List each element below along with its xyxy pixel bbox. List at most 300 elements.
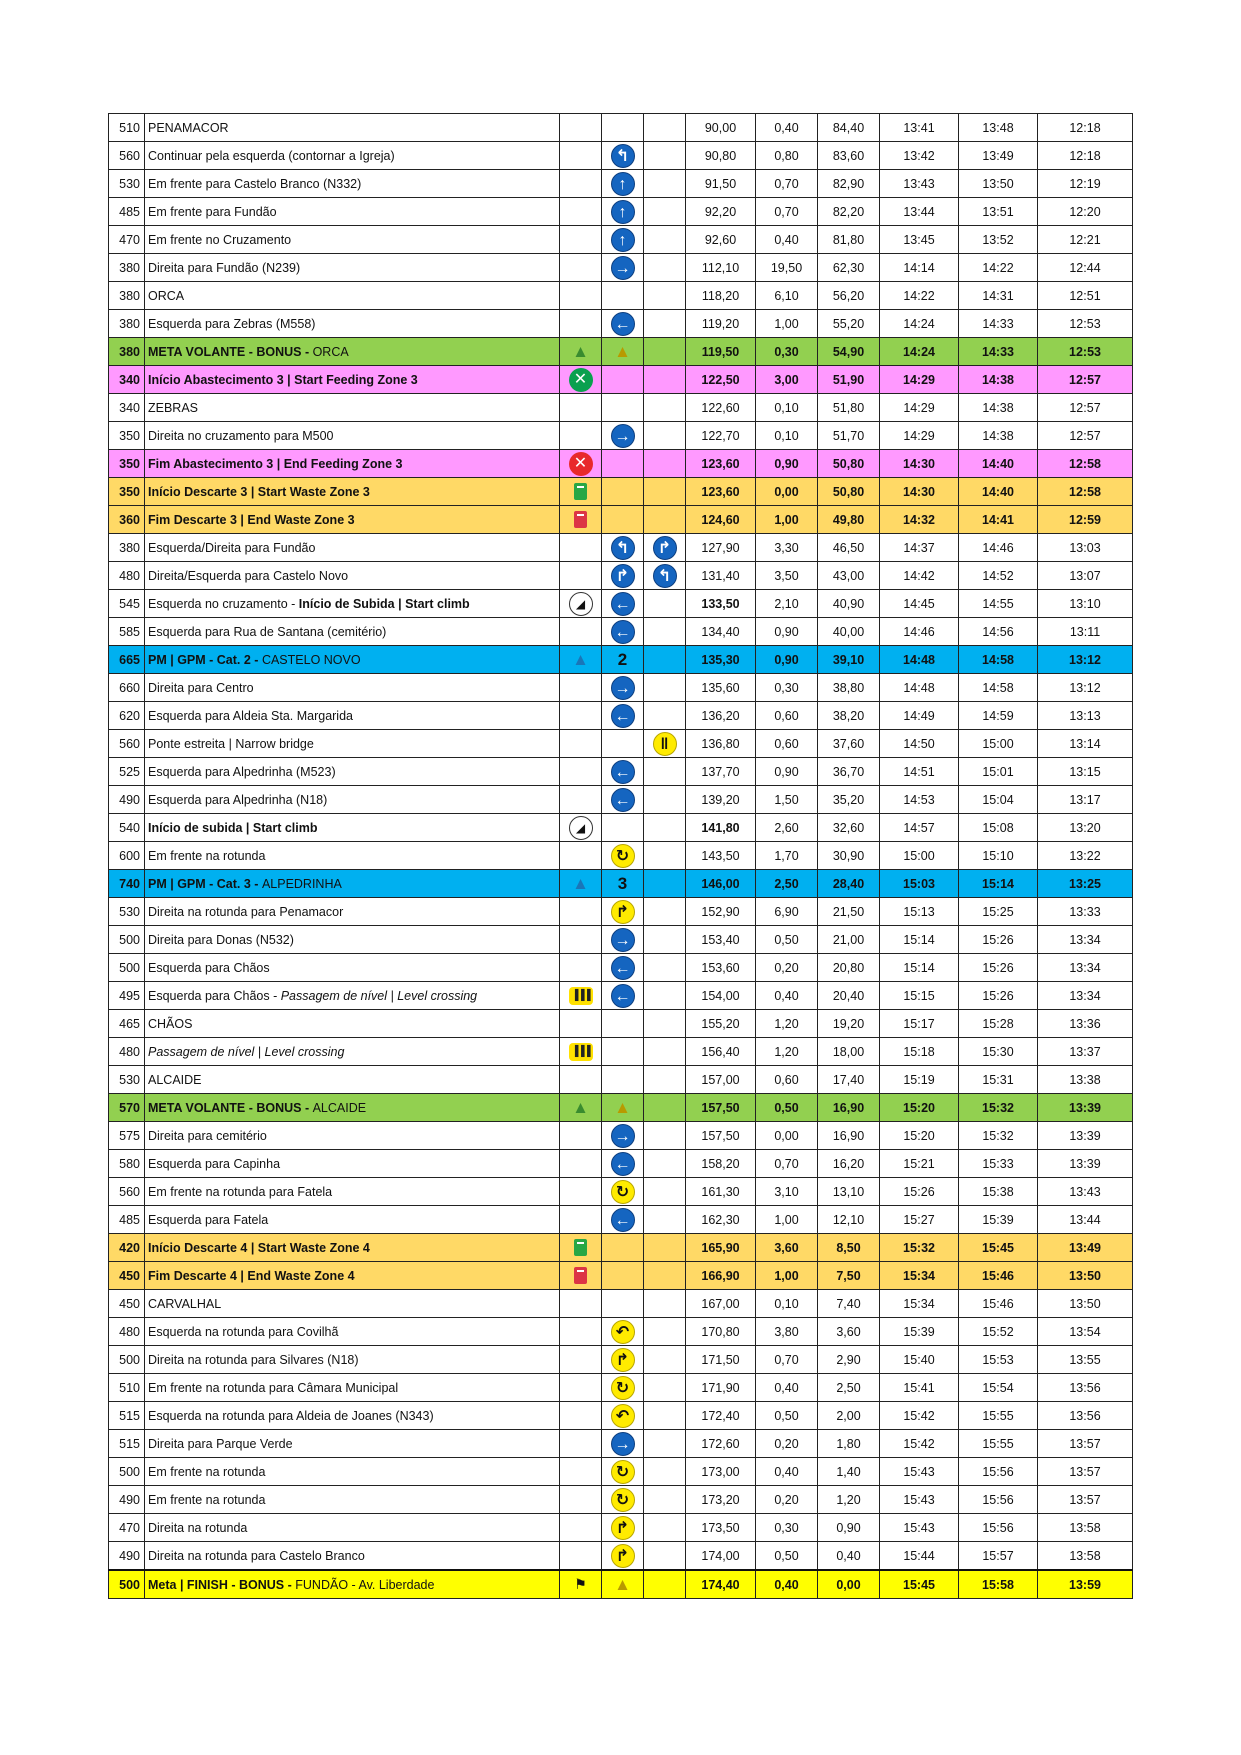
time-3-cell: 12:20 (1038, 198, 1133, 226)
table-row (109, 422, 1133, 450)
km-cell: 136,80 (686, 730, 756, 758)
altitude-cell: 490 (109, 786, 145, 814)
remaining-km-cell: 17,40 (818, 1066, 880, 1094)
icon-cell (560, 1066, 602, 1094)
description-cell (145, 562, 560, 590)
time-3-cell: 13:49 (1038, 1234, 1133, 1262)
partial-km-cell: 0,00 (756, 478, 818, 506)
time-2-cell: 14:33 (959, 310, 1038, 338)
icon-cell (602, 1094, 644, 1122)
time-2-cell: 14:58 (959, 674, 1038, 702)
waste-start-icon (574, 483, 587, 500)
icon-cell (644, 450, 686, 478)
km-cell: 161,30 (686, 1178, 756, 1206)
altitude-cell: 510 (109, 1374, 145, 1402)
icon-cell (560, 618, 602, 646)
time-1-cell: 15:43 (880, 1458, 959, 1486)
time-1-cell: 14:45 (880, 590, 959, 618)
icon-cell (560, 310, 602, 338)
time-2-cell: 14:46 (959, 534, 1038, 562)
time-2-cell: 15:46 (959, 1262, 1038, 1290)
partial-km-cell: 0,30 (756, 338, 818, 366)
altitude-cell: 740 (109, 870, 145, 898)
description-cell (145, 338, 560, 366)
time-1-cell: 13:42 (880, 142, 959, 170)
description-cell (145, 618, 560, 646)
description-text: Direita para Parque Verde (148, 1436, 293, 1451)
arrow-up-icon: ↑ (611, 228, 635, 252)
altitude-cell: 485 (109, 1206, 145, 1234)
mountain-jersey-icon: ▲ (572, 873, 589, 893)
description-cell (145, 1010, 560, 1038)
time-1-cell: 13:43 (880, 170, 959, 198)
altitude-cell: 500 (109, 926, 145, 954)
remaining-km-cell: 51,70 (818, 422, 880, 450)
time-2-cell: 14:38 (959, 422, 1038, 450)
partial-km-cell: 2,10 (756, 590, 818, 618)
remaining-km-cell: 35,20 (818, 786, 880, 814)
description-text: Fim Descarte 4 | End Waste Zone 4 (148, 1268, 355, 1283)
icon-cell (644, 114, 686, 142)
partial-km-cell: 1,50 (756, 786, 818, 814)
description-text: META VOLANTE - BONUS - (148, 1100, 313, 1115)
arrow-right-icon: → (611, 928, 635, 952)
time-3-cell: 12:19 (1038, 170, 1133, 198)
time-2-cell: 15:53 (959, 1346, 1038, 1374)
remaining-km-cell: 50,80 (818, 450, 880, 478)
arrow-right-icon: → (611, 676, 635, 700)
altitude-cell: 450 (109, 1290, 145, 1318)
altitude-cell: 530 (109, 898, 145, 926)
arrow-right-icon: → (611, 424, 635, 448)
description-cell (145, 898, 560, 926)
remaining-km-cell: 30,90 (818, 842, 880, 870)
altitude-cell: 545 (109, 590, 145, 618)
icon-cell (560, 1150, 602, 1178)
green-jersey-icon: ▲ (572, 1097, 589, 1117)
time-2-cell: 13:52 (959, 226, 1038, 254)
time-1-cell: 14:24 (880, 310, 959, 338)
altitude-cell: 500 (109, 1570, 145, 1599)
icon-cell (644, 1374, 686, 1402)
time-2-cell: 13:51 (959, 198, 1038, 226)
icon-cell (644, 842, 686, 870)
table-row (109, 226, 1133, 254)
altitude-cell: 585 (109, 618, 145, 646)
remaining-km-cell: 20,80 (818, 954, 880, 982)
icon-cell (644, 562, 686, 590)
arrow-right-icon: → (611, 1124, 635, 1148)
table-row (109, 282, 1133, 310)
remaining-km-cell: 51,80 (818, 394, 880, 422)
partial-km-cell: 0,40 (756, 1458, 818, 1486)
time-3-cell: 13:55 (1038, 1346, 1133, 1374)
time-3-cell: 13:44 (1038, 1206, 1133, 1234)
altitude-cell: 470 (109, 1514, 145, 1542)
km-cell: 112,10 (686, 254, 756, 282)
description-cell (145, 1458, 560, 1486)
remaining-km-cell: 81,80 (818, 226, 880, 254)
icon-cell (560, 1346, 602, 1374)
turn-right-icon: ↱ (611, 564, 635, 588)
icon-cell (560, 366, 602, 394)
remaining-km-cell: 1,20 (818, 1486, 880, 1514)
icon-cell (644, 366, 686, 394)
partial-km-cell: 0,50 (756, 926, 818, 954)
description-cell (145, 646, 560, 674)
table-row (109, 1038, 1133, 1066)
icon-cell (602, 1234, 644, 1262)
table-row (109, 842, 1133, 870)
time-3-cell: 12:53 (1038, 310, 1133, 338)
time-2-cell: 15:55 (959, 1402, 1038, 1430)
description-cell (145, 842, 560, 870)
altitude-cell: 525 (109, 758, 145, 786)
altitude-cell: 340 (109, 366, 145, 394)
time-2-cell: 15:54 (959, 1374, 1038, 1402)
icon-cell (644, 226, 686, 254)
time-1-cell: 15:32 (880, 1234, 959, 1262)
km-cell: 157,00 (686, 1066, 756, 1094)
icon-cell (644, 1402, 686, 1430)
km-cell: 171,50 (686, 1346, 756, 1374)
description-text: Em frente para Castelo Branco (N332) (148, 176, 362, 191)
time-3-cell: 12:58 (1038, 478, 1133, 506)
icon-cell (560, 1290, 602, 1318)
time-3-cell: 13:58 (1038, 1514, 1133, 1542)
icon-cell (560, 394, 602, 422)
icon-cell (560, 842, 602, 870)
icon-cell (602, 1066, 644, 1094)
time-3-cell: 12:18 (1038, 114, 1133, 142)
description-text: Esquerda para Aldeia Sta. Margarida (148, 708, 353, 723)
icon-cell (560, 562, 602, 590)
time-1-cell: 15:42 (880, 1430, 959, 1458)
partial-km-cell: 3,00 (756, 366, 818, 394)
description-text: Esquerda para Capinha (148, 1156, 281, 1171)
table-row (109, 1150, 1133, 1178)
time-3-cell: 13:03 (1038, 534, 1133, 562)
partial-km-cell: 0,40 (756, 1570, 818, 1599)
remaining-km-cell: 16,90 (818, 1094, 880, 1122)
time-1-cell: 15:20 (880, 1122, 959, 1150)
mountain-jersey-icon: ▲ (572, 649, 589, 669)
icon-cell (602, 1374, 644, 1402)
table-row (109, 814, 1133, 842)
time-3-cell: 12:51 (1038, 282, 1133, 310)
icon-cell (560, 926, 602, 954)
arrow-left-icon: ← (611, 760, 635, 784)
km-cell: 137,70 (686, 758, 756, 786)
altitude-cell: 465 (109, 1010, 145, 1038)
icon-cell (644, 1206, 686, 1234)
km-cell: 92,20 (686, 198, 756, 226)
remaining-km-cell: 37,60 (818, 730, 880, 758)
km-cell: 131,40 (686, 562, 756, 590)
icon-cell (560, 1206, 602, 1234)
arrow-left-icon: ← (611, 984, 635, 1008)
remaining-km-cell: 1,80 (818, 1430, 880, 1458)
time-1-cell: 13:44 (880, 198, 959, 226)
description-text: Início Descarte 3 | Start Waste Zone 3 (148, 484, 370, 499)
icon-cell (560, 142, 602, 170)
km-cell: 90,80 (686, 142, 756, 170)
arrow-left-icon: ← (611, 956, 635, 980)
time-1-cell: 14:30 (880, 450, 959, 478)
description-text: Direita na rotunda para Penamacor (148, 904, 344, 919)
description-text: Em frente na rotunda (148, 848, 266, 863)
altitude-cell: 480 (109, 562, 145, 590)
time-1-cell: 15:20 (880, 1094, 959, 1122)
time-3-cell: 13:25 (1038, 870, 1133, 898)
altitude-cell: 350 (109, 450, 145, 478)
icon-cell (644, 1542, 686, 1571)
table-row (109, 1262, 1133, 1290)
partial-km-cell: 0,30 (756, 1514, 818, 1542)
roadbook-sheet (108, 113, 1132, 1599)
remaining-km-cell: 83,60 (818, 142, 880, 170)
description-text: Esquerda para Zebras (M558) (148, 316, 316, 331)
km-cell: 135,60 (686, 674, 756, 702)
time-3-cell: 13:34 (1038, 954, 1133, 982)
description-cell (145, 142, 560, 170)
time-2-cell: 15:30 (959, 1038, 1038, 1066)
icon-cell (644, 730, 686, 758)
km-cell: 174,00 (686, 1542, 756, 1571)
description-text: Início de Subida | Start climb (298, 596, 470, 611)
description-cell (145, 1430, 560, 1458)
partial-km-cell: 0,70 (756, 198, 818, 226)
time-1-cell: 14:24 (880, 338, 959, 366)
partial-km-cell: 0,60 (756, 702, 818, 730)
icon-cell (644, 926, 686, 954)
altitude-cell: 560 (109, 1178, 145, 1206)
icon-cell (560, 1122, 602, 1150)
roundabout-right-icon: ↱ (611, 1516, 635, 1540)
time-2-cell: 14:56 (959, 618, 1038, 646)
icon-cell (602, 786, 644, 814)
description-cell (145, 534, 560, 562)
time-1-cell: 14:14 (880, 254, 959, 282)
description-cell (145, 114, 560, 142)
description-cell (145, 226, 560, 254)
time-3-cell: 13:17 (1038, 786, 1133, 814)
km-cell: 119,50 (686, 338, 756, 366)
km-cell: 123,60 (686, 478, 756, 506)
turn-left-icon: ↰ (611, 536, 635, 560)
time-1-cell: 15:13 (880, 898, 959, 926)
time-3-cell: 13:39 (1038, 1150, 1133, 1178)
icon-cell (602, 674, 644, 702)
time-1-cell: 15:34 (880, 1262, 959, 1290)
time-2-cell: 15:01 (959, 758, 1038, 786)
altitude-cell: 515 (109, 1402, 145, 1430)
time-1-cell: 14:48 (880, 674, 959, 702)
time-1-cell: 14:42 (880, 562, 959, 590)
remaining-km-cell: 82,90 (818, 170, 880, 198)
time-3-cell: 12:18 (1038, 142, 1133, 170)
time-2-cell: 15:26 (959, 982, 1038, 1010)
climb-category: 2 (617, 649, 628, 669)
table-row (109, 702, 1133, 730)
km-cell: 171,90 (686, 1374, 756, 1402)
description-cell (145, 478, 560, 506)
roundabout-straight-icon: ↻ (611, 1180, 635, 1204)
table-row (109, 142, 1133, 170)
description-cell (145, 506, 560, 534)
remaining-km-cell: 28,40 (818, 870, 880, 898)
remaining-km-cell: 38,20 (818, 702, 880, 730)
table-row (109, 1486, 1133, 1514)
altitude-cell: 660 (109, 674, 145, 702)
roundabout-left-icon: ↶ (611, 1320, 635, 1344)
time-3-cell: 13:34 (1038, 982, 1133, 1010)
km-cell: 157,50 (686, 1122, 756, 1150)
table-row (109, 1374, 1133, 1402)
time-2-cell: 14:41 (959, 506, 1038, 534)
description-cell (145, 730, 560, 758)
description-text: ALCAIDE (312, 1100, 367, 1115)
icon-cell (560, 1010, 602, 1038)
icon-cell (644, 1066, 686, 1094)
time-1-cell: 14:57 (880, 814, 959, 842)
description-cell (145, 254, 560, 282)
time-3-cell: 12:57 (1038, 366, 1133, 394)
icon-cell (602, 1402, 644, 1430)
km-cell: 156,40 (686, 1038, 756, 1066)
roundabout-straight-icon: ↻ (611, 1376, 635, 1400)
icon-cell (560, 1234, 602, 1262)
table-row (109, 254, 1133, 282)
level-crossing-icon: ▐▐▐ (569, 987, 593, 1005)
time-1-cell: 14:46 (880, 618, 959, 646)
time-1-cell: 15:43 (880, 1486, 959, 1514)
time-2-cell: 15:31 (959, 1066, 1038, 1094)
km-cell: 152,90 (686, 898, 756, 926)
icon-cell (644, 1458, 686, 1486)
altitude-cell: 500 (109, 1458, 145, 1486)
icon-cell (644, 254, 686, 282)
time-3-cell: 13:11 (1038, 618, 1133, 646)
km-cell: 139,20 (686, 786, 756, 814)
icon-cell (644, 618, 686, 646)
km-cell: 90,00 (686, 114, 756, 142)
description-cell (145, 758, 560, 786)
time-2-cell: 15:56 (959, 1514, 1038, 1542)
description-cell (145, 1514, 560, 1542)
description-text: Esquerda na rotunda para Aldeia de Joanes (N343) (148, 1408, 434, 1423)
altitude-cell: 570 (109, 1094, 145, 1122)
time-1-cell: 15:39 (880, 1318, 959, 1346)
icon-cell (644, 590, 686, 618)
time-2-cell: 14:40 (959, 478, 1038, 506)
description-cell (145, 1206, 560, 1234)
description-text: Em frente na rotunda para Câmara Municipal (148, 1380, 399, 1395)
table-row (109, 618, 1133, 646)
km-cell: 135,30 (686, 646, 756, 674)
altitude-cell: 340 (109, 394, 145, 422)
icon-cell (644, 198, 686, 226)
description-text: Início Descarte 4 | Start Waste Zone 4 (148, 1240, 370, 1255)
description-text: Esquerda para Chãos (148, 960, 270, 975)
description-text: Esquerda no cruzamento - (148, 596, 299, 611)
icon-cell (644, 702, 686, 730)
time-1-cell: 15:17 (880, 1010, 959, 1038)
km-cell: 133,50 (686, 590, 756, 618)
remaining-km-cell: 8,50 (818, 1234, 880, 1262)
time-2-cell: 15:25 (959, 898, 1038, 926)
remaining-km-cell: 51,90 (818, 366, 880, 394)
table-row (109, 1290, 1133, 1318)
time-1-cell: 14:32 (880, 506, 959, 534)
time-1-cell: 14:48 (880, 646, 959, 674)
km-cell: 155,20 (686, 1010, 756, 1038)
remaining-km-cell: 55,20 (818, 310, 880, 338)
altitude-cell: 380 (109, 310, 145, 338)
km-cell: 143,50 (686, 842, 756, 870)
icon-cell (602, 422, 644, 450)
arrow-left-icon: ← (611, 788, 635, 812)
table-row (109, 394, 1133, 422)
table-row (109, 366, 1133, 394)
partial-km-cell: 1,00 (756, 1262, 818, 1290)
icon-cell (602, 1150, 644, 1178)
time-1-cell: 15:18 (880, 1038, 959, 1066)
description-text: Direita na rotunda (148, 1520, 248, 1535)
icon-cell (602, 814, 644, 842)
description-cell (145, 702, 560, 730)
time-2-cell: 15:14 (959, 870, 1038, 898)
time-1-cell: 14:22 (880, 282, 959, 310)
icon-cell (602, 310, 644, 338)
icon-cell (644, 534, 686, 562)
icon-cell (602, 1346, 644, 1374)
finish-flag-icon: ⚑ (574, 1576, 587, 1592)
km-cell: 141,80 (686, 814, 756, 842)
table-row (109, 1542, 1133, 1571)
icon-cell (602, 590, 644, 618)
time-3-cell: 13:50 (1038, 1262, 1133, 1290)
time-3-cell: 13:10 (1038, 590, 1133, 618)
icon-cell (560, 478, 602, 506)
remaining-km-cell: 12,10 (818, 1206, 880, 1234)
km-cell: 173,50 (686, 1514, 756, 1542)
icon-cell (560, 1038, 602, 1066)
altitude-cell: 495 (109, 982, 145, 1010)
time-2-cell: 15:46 (959, 1290, 1038, 1318)
icon-cell (560, 674, 602, 702)
partial-km-cell: 2,50 (756, 870, 818, 898)
table-row (109, 1010, 1133, 1038)
description-cell (145, 982, 560, 1010)
icon-cell (644, 1290, 686, 1318)
icon-cell (602, 898, 644, 926)
icon-cell (560, 338, 602, 366)
icon-cell (602, 226, 644, 254)
altitude-cell: 380 (109, 338, 145, 366)
icon-cell (644, 1038, 686, 1066)
description-cell (145, 1318, 560, 1346)
time-3-cell: 13:15 (1038, 758, 1133, 786)
time-1-cell: 15:14 (880, 954, 959, 982)
description-cell (145, 1262, 560, 1290)
icon-cell (560, 534, 602, 562)
km-cell: 173,20 (686, 1486, 756, 1514)
table-row (109, 758, 1133, 786)
icon-cell (602, 394, 644, 422)
time-3-cell: 13:39 (1038, 1122, 1133, 1150)
icon-cell (602, 1430, 644, 1458)
